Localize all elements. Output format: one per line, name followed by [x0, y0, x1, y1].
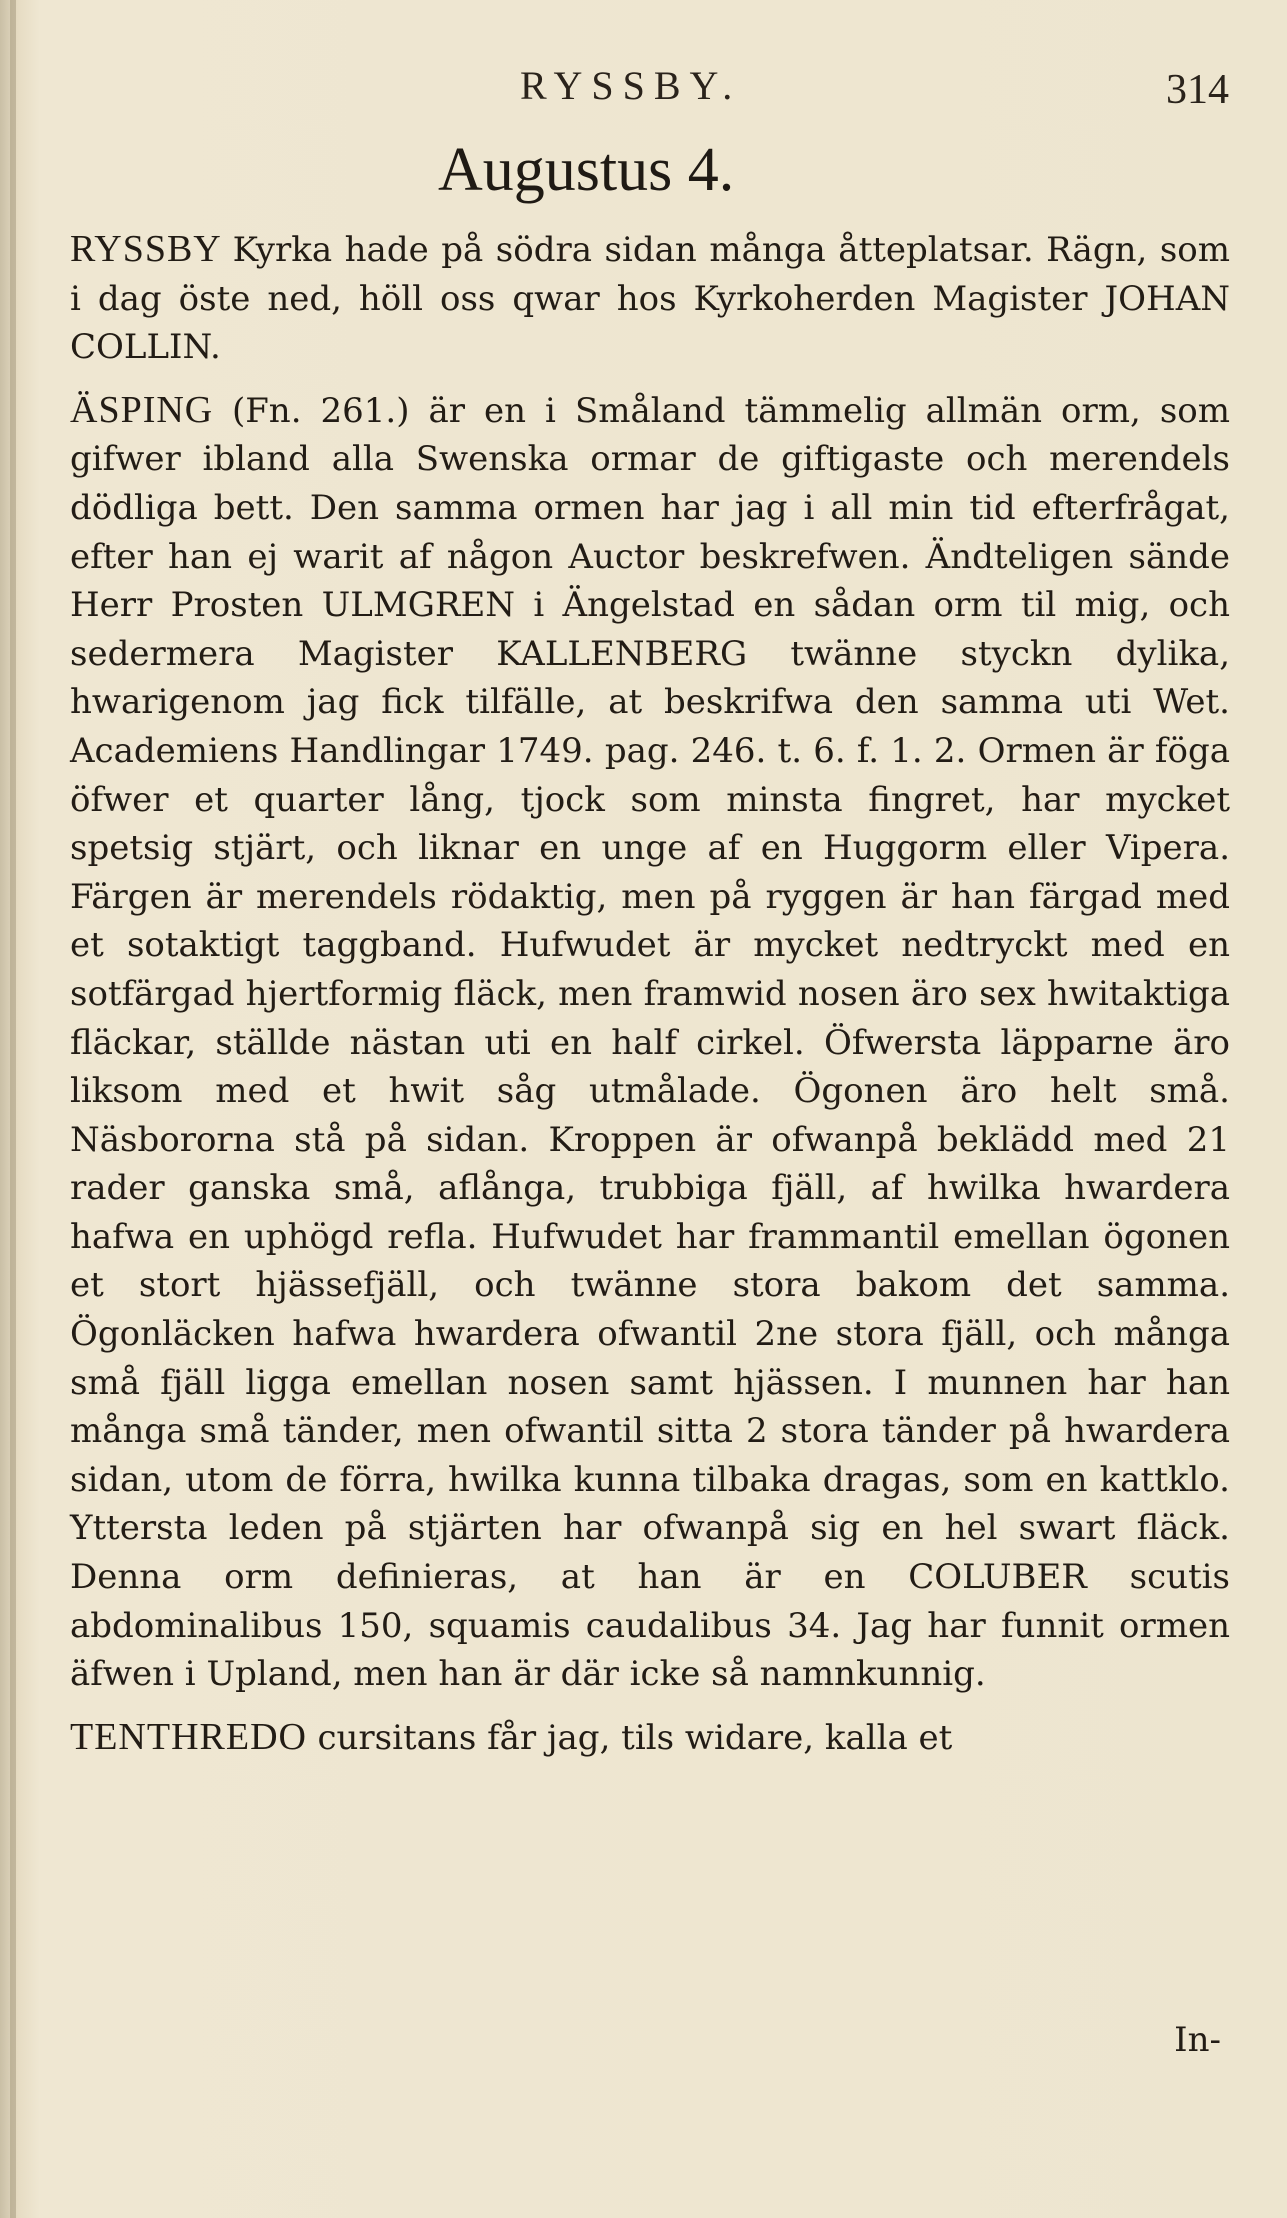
entry-text: (Fn. 261.) är en i Småland tämmelig allmän orm, som gifwer ibland alla Swenska ormar de giftigaste och merendels dödliga bett. Den samma ormen har jag i all min tid efterfrågat, efter han ej warit af någon Auctor beskrefwen. Ändteligen sände Herr Prosten ULMGREN i Ängelstad en sådan orm til mig, och sedermera Magister KALLENBERG twänne styckn dylika, hwarigenom jag fick tilfälle, at beskrifwa den samma uti Wet. Academiens Handlingar 1749. pag. 246. t. 6. f. 1. 2. Ormen är föga öfwer et quarter lång, tjock som minsta fingret, har mycket spetsig stjärt, och liknar en unge af en Huggorm eller Vipera. Färgen är merendels rödaktig, men på ryggen är han färgad med et sotaktigt taggband. Hufwudet är mycket nedtryckt med en sotfärgad hjertformig fläck, men framwid nosen äro sex hwitaktiga fläckar, ställde nästan uti en half cirkel. Öfwersta läpparne äro liksom med et hwit såg utmålade. Ögonen äro helt små. Näsbororna stå på sidan. Kroppen är ofwanpå beklädd med 21 rader ganska små, aflånga, trubbiga fjäll, af hwilka hwardera hafwa en uphögd refla. Hufwudet har frammantil emellan ögonen et stort hjässefjäll, och twänne stora bakom det samma. Ögonläcken hafwa hwardera ofwantil 2ne stora fjäll, och många små fjäll ligga emellan nosen samt hjässen. I munnen har han många små tänder, men ofwantil sitta 2 stora tänder på hwardera sidan, utom de förra, hwilka kunna tilbaka dragas, som en kattklo. Yttersta leden på stjärten har ofwanpå sig en hel swart fläck. Denna orm definieras, at han är en COLUBER scutis abdominalibus 150, squamis caudalibus 34. Jag har funnit ormen äfwen i Upland, men han är där icke så namnkunnig.: [70, 390, 1230, 1695]
date-heading: Augustus 4.: [438, 136, 735, 204]
catchword: In-: [1174, 2020, 1221, 2060]
entry-head: TENTHREDO: [70, 1715, 318, 1758]
entry-asping: [70, 386, 1230, 1699]
page-gutter: [10, 0, 16, 2218]
page-number: 314: [1166, 67, 1229, 113]
entry-head: ÄSPING: [70, 388, 232, 431]
page-header: [0, 62, 1287, 122]
entry-head: RYSSBY: [70, 228, 233, 270]
body-text: [70, 225, 1230, 1762]
entry-text: cursitans får jag, tils widare, kalla et: [317, 1717, 953, 1758]
entry-text: Kyrka hade på södra sidan många åtteplatsar. Rägn, som i dag öste ned, höll oss qwar hos Kyrkoherden Magister JOHAN COLLIN.: [70, 230, 1230, 368]
entry-tenthredo: [70, 1713, 1230, 1763]
running-head: RYSSBY.: [520, 63, 742, 108]
entry-ryssby: [70, 225, 1230, 372]
